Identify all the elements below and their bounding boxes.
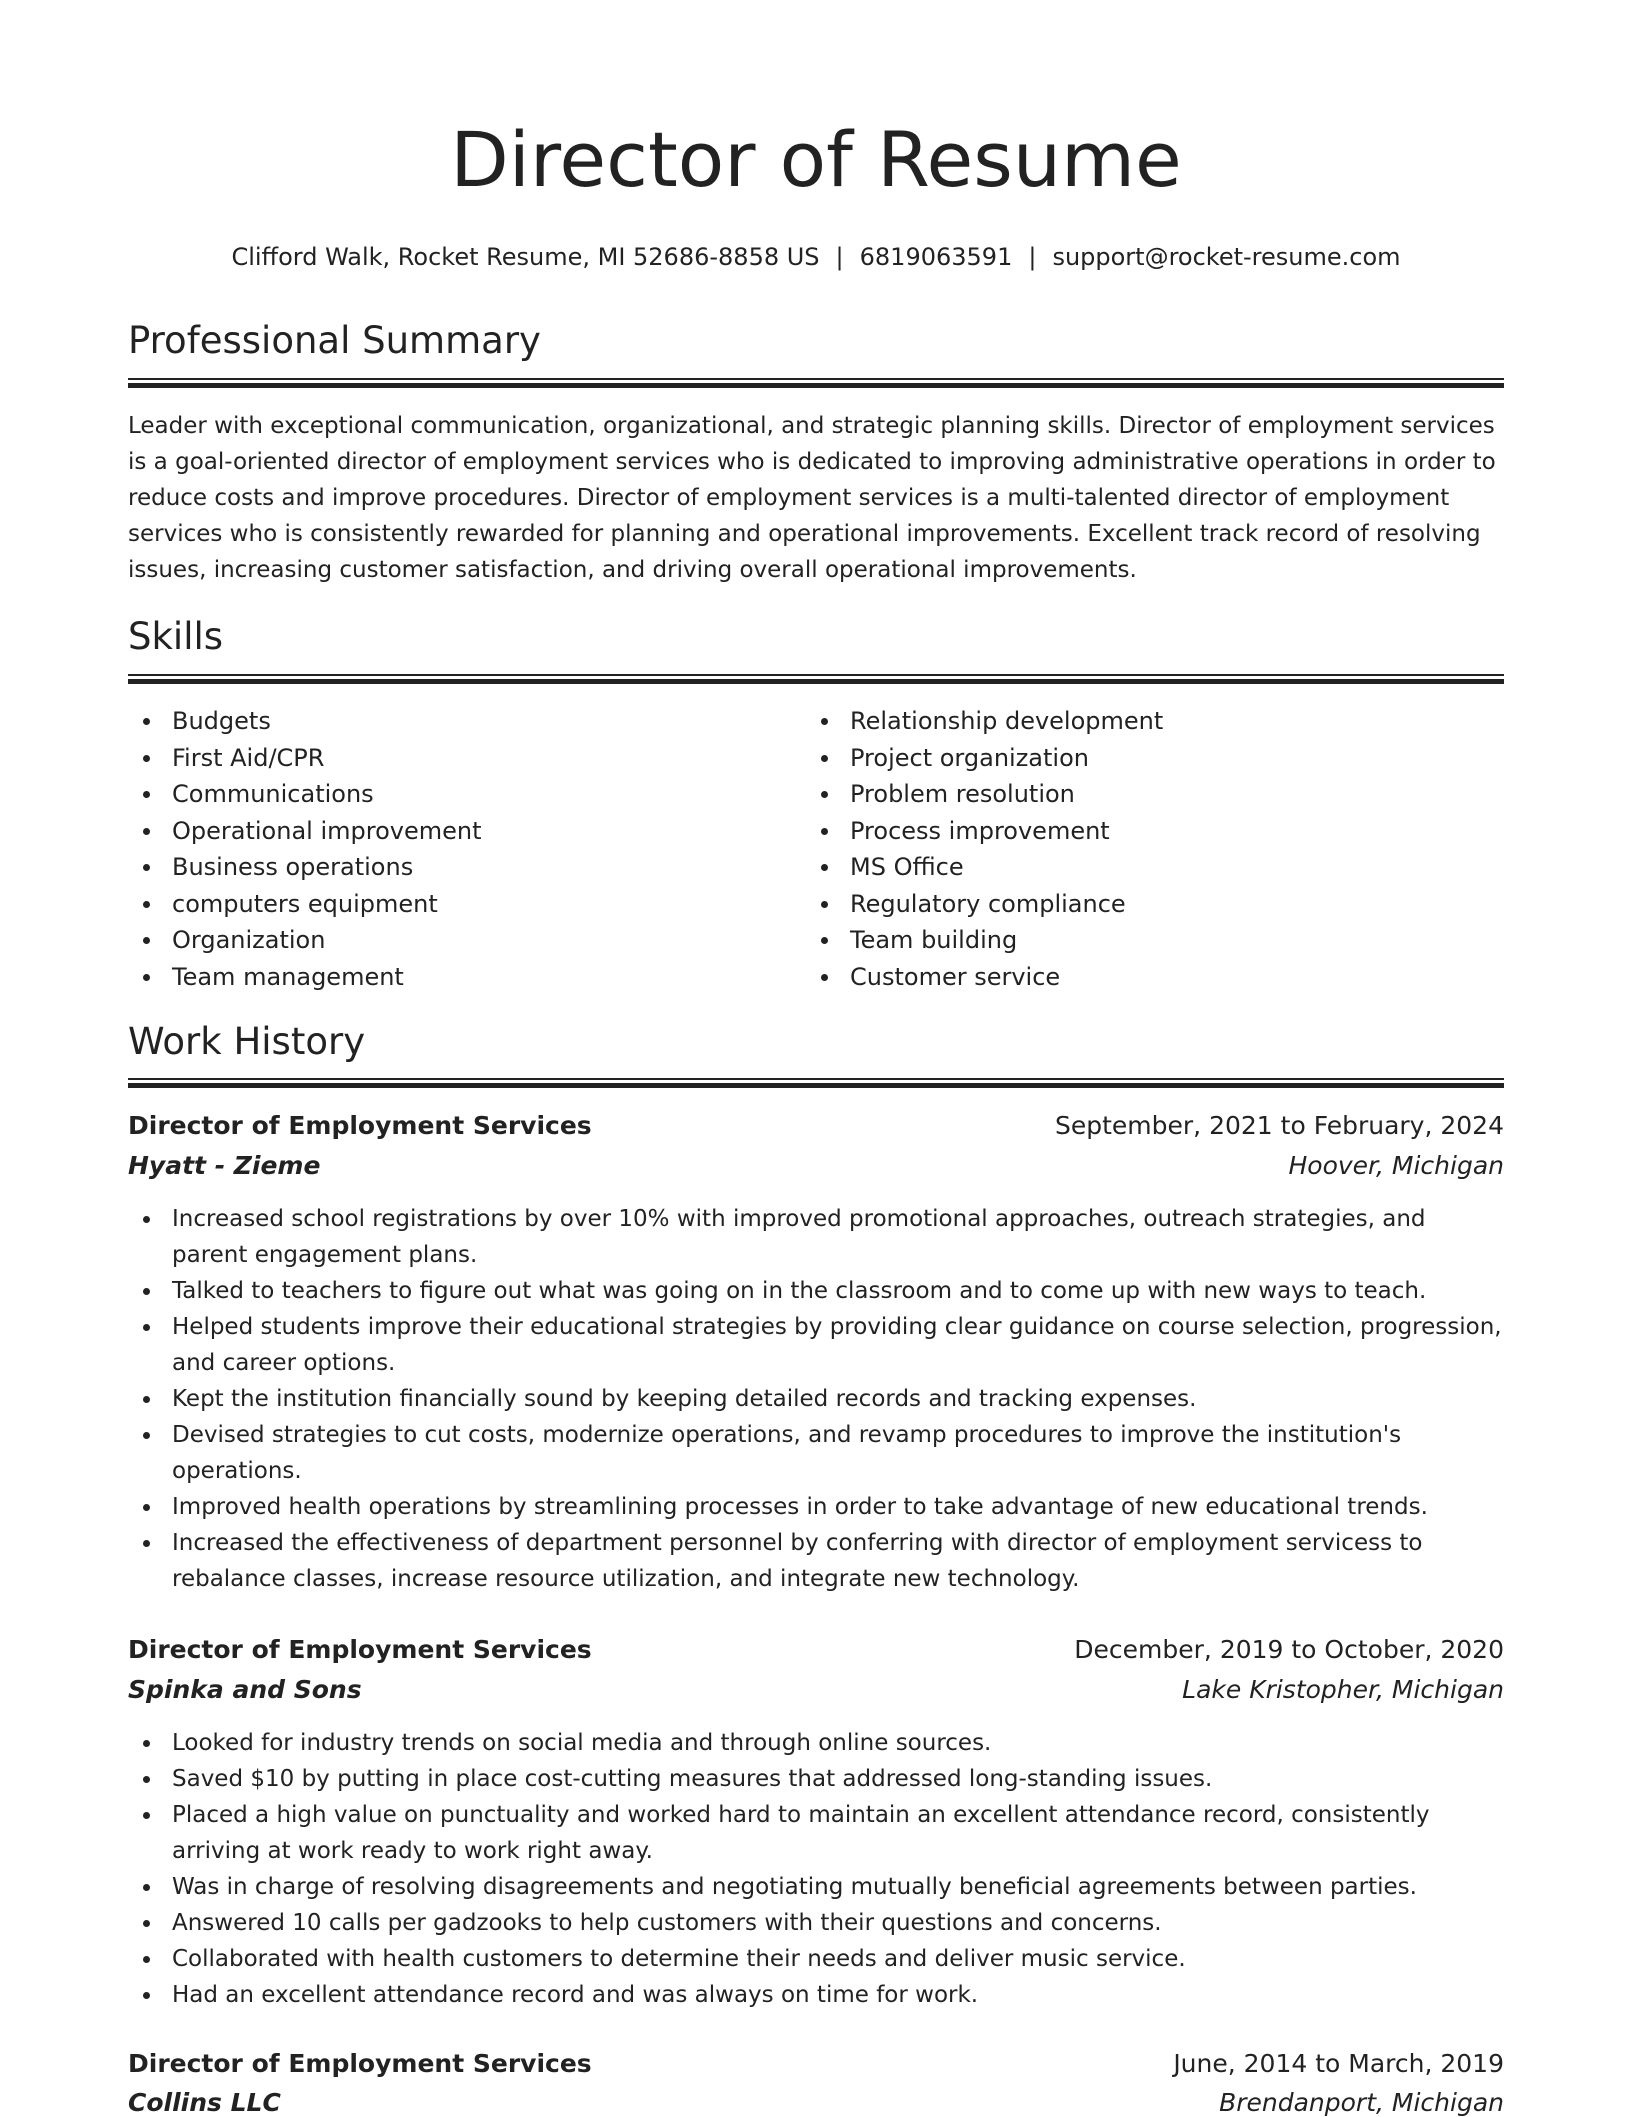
job-bullet: Increased the effectiveness of department personnel by conferring with director of employment servicess to rebalance classes, increase resource utilization, and integrate new technology.: [128, 1525, 1504, 1597]
section-title-skills: Skills: [128, 615, 224, 658]
job-title: Director of Employment Services: [128, 1635, 592, 1664]
job-bullet: Kept the institution financially sound by keeping detailed records and tracking expenses.: [128, 1381, 1504, 1417]
summary-text: Leader with exceptional communication, organizational, and strategic planning skills. Director of employment services is a goal-oriented director of employment services who is dedicated to improving administrative operations in order to reduce costs and improve procedures. Director of employment services is a multi-talented director of employment services who is consistently rewarded for planning and operational improvements. Excellent track record of resolving issues, increasing customer satisfaction, and driving overall operational improvements.: [128, 413, 1496, 583]
job-bullet: Was in charge of resolving disagreements and negotiating mutually beneficial agreements between parties.: [128, 1869, 1504, 1905]
contact-address: Clifford Walk, Rocket Resume, MI 52686-8858 US: [231, 243, 820, 271]
job-bullets: [128, 1201, 1504, 1597]
job-bullet: Devised strategies to cut costs, modernize operations, and revamp procedures to improve the institution's operations.: [128, 1417, 1504, 1489]
job-company: Spinka and Sons: [128, 1675, 362, 1704]
job-location: Lake Kristopher, Michigan: [1182, 1675, 1504, 1704]
job-bullet: Saved $10 by putting in place cost-cutting measures that addressed long-standing issues.: [128, 1761, 1504, 1797]
contact-line: [128, 241, 1504, 273]
skill-item: Organization: [128, 922, 798, 959]
section-title-summary: Professional Summary: [128, 319, 541, 362]
contact-email[interactable]: support@rocket-resume.com: [1052, 243, 1401, 271]
job-bullet: Placed a high value on punctuality and worked hard to maintain an excellent attendance record, consistently arriving at work ready to work right away.: [128, 1797, 1504, 1869]
contact-separator: |: [835, 243, 844, 271]
section-divider: [128, 1078, 1504, 1088]
skill-item: Regulatory compliance: [806, 886, 1504, 923]
skill-item: Communications: [128, 776, 798, 813]
skill-item: Operational improvement: [128, 813, 798, 850]
skill-item: Project organization: [806, 740, 1504, 777]
skills-list-right: [806, 703, 1504, 995]
job-bullet: Increased school registrations by over 10% with improved promotional approaches, outreach strategies, and parent engagement plans.: [128, 1201, 1504, 1273]
skill-item: Customer service: [806, 959, 1504, 996]
job-bullet: Looked for industry trends on social media and through online sources.: [128, 1725, 1504, 1761]
job-dates: December, 2019 to October, 2020: [1074, 1635, 1504, 1664]
job-company: Hyatt - Zieme: [128, 1151, 321, 1180]
section-title-work-history: Work History: [128, 1020, 366, 1063]
skill-item: First Aid/CPR: [128, 740, 798, 777]
skill-item: Problem resolution: [806, 776, 1504, 813]
section-divider: [128, 674, 1504, 684]
job-bullet: Answered 10 calls per gadzooks to help customers with their questions and concerns.: [128, 1905, 1504, 1941]
skills-list-left: [128, 703, 798, 995]
job-title: Director of Employment Services: [128, 2049, 592, 2078]
contact-phone: 6819063591: [859, 243, 1013, 271]
job-dates: September, 2021 to February, 2024: [1055, 1111, 1504, 1140]
job-bullet: Improved health operations by streamlining processes in order to take advantage of new educational trends.: [128, 1489, 1504, 1525]
job-title: Director of Employment Services: [128, 1111, 592, 1140]
job-location: Brendanport, Michigan: [1219, 2088, 1504, 2117]
job-bullet: Talked to teachers to figure out what was going on in the classroom and to come up with new ways to teach.: [128, 1273, 1504, 1309]
skill-item: Relationship development: [806, 703, 1504, 740]
job-dates: June, 2014 to March, 2019: [1173, 2049, 1504, 2078]
contact-separator: |: [1028, 243, 1037, 271]
section-divider: [128, 378, 1504, 388]
job-bullet: Helped students improve their educational strategies by providing clear guidance on course selection, progression, and career options.: [128, 1309, 1504, 1381]
job-bullets: [128, 1725, 1504, 2013]
skill-item: Budgets: [128, 703, 798, 740]
resume-name: Director of Resume: [450, 115, 1182, 204]
skill-item: Team building: [806, 922, 1504, 959]
job-location: Hoover, Michigan: [1288, 1151, 1504, 1180]
job-bullet: Had an excellent attendance record and was always on time for work.: [128, 1977, 1504, 2013]
skill-item: MS Office: [806, 849, 1504, 886]
skill-item: Business operations: [128, 849, 798, 886]
skill-item: computers equipment: [128, 886, 798, 923]
job-bullet: Collaborated with health customers to determine their needs and deliver music service.: [128, 1941, 1504, 1977]
skill-item: Process improvement: [806, 813, 1504, 850]
job-company: Collins LLC: [128, 2088, 281, 2117]
skill-item: Team management: [128, 959, 798, 996]
